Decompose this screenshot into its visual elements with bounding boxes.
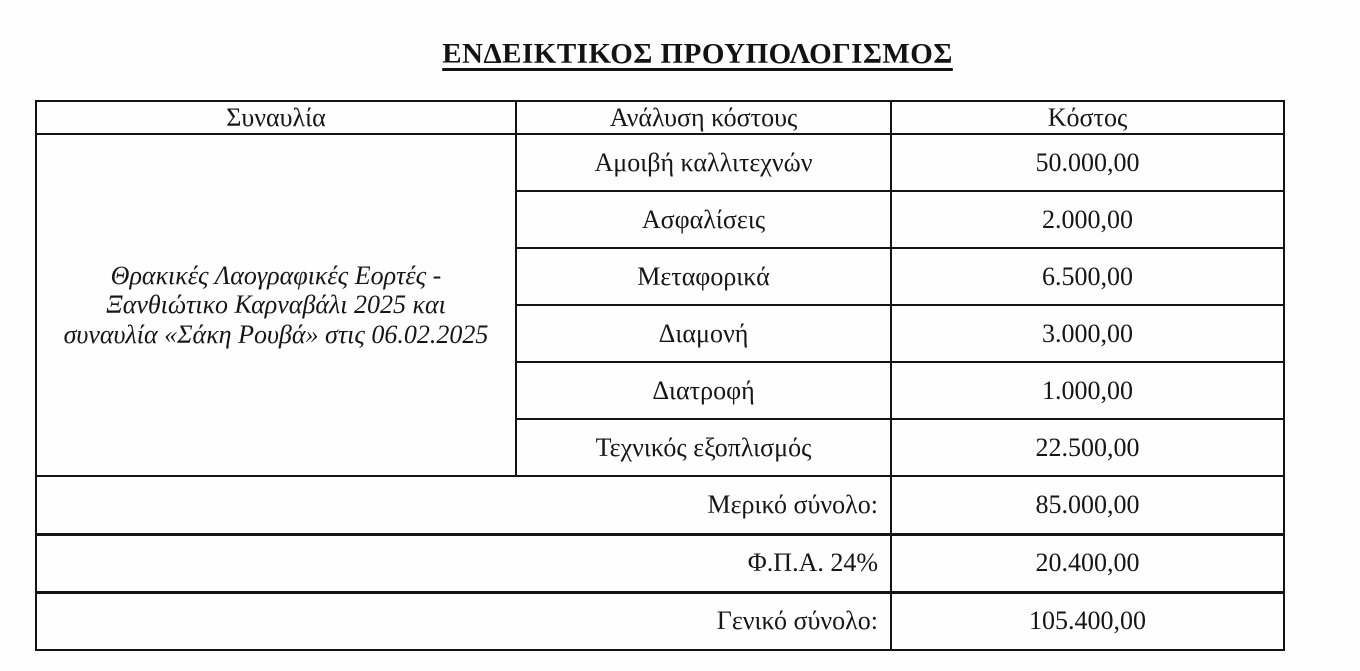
vat-row	[36, 534, 1284, 592]
budget-table	[35, 100, 1285, 651]
grand-total-value: 105.400,00	[891, 592, 1284, 650]
cost-value-insurance: 2.000,00	[891, 191, 1284, 248]
header-cost: Κόστος	[891, 101, 1284, 134]
table-row	[36, 134, 1284, 191]
cost-value-catering: 1.000,00	[891, 362, 1284, 419]
grand-total-label: Γενικό σύνολο:	[36, 592, 891, 650]
header-row	[36, 101, 1284, 134]
cost-item-insurance: Ασφαλίσεις	[516, 191, 891, 248]
subtotal-label: Μερικό σύνολο:	[36, 476, 891, 534]
concert-description: Θρακικές Λαογραφικές Εορτές - Ξανθιώτικο Καρναβάλι 2025 και συναυλία «Σάκη Ρουβά» στις 06.02.2025	[63, 261, 489, 349]
subtotal-value: 85.000,00	[891, 476, 1284, 534]
cost-value-accommodation: 3.000,00	[891, 305, 1284, 362]
vat-value: 20.400,00	[891, 534, 1284, 592]
cost-value-transport: 6.500,00	[891, 248, 1284, 305]
cost-item-transport: Μεταφορικά	[516, 248, 891, 305]
concert-description-cell	[36, 134, 516, 476]
header-concert: Συναυλία	[36, 101, 516, 134]
subtotal-row	[36, 476, 1284, 534]
page-title: ΕΝΔΕΙΚΤΙΚΟΣ ΠΡΟΥΠΟΛΟΓΙΣΜΟΣ	[442, 38, 953, 70]
vat-label: Φ.Π.Α. 24%	[36, 534, 891, 592]
header-cost-analysis: Ανάλυση κόστους	[516, 101, 891, 134]
cost-item-catering: Διατροφή	[516, 362, 891, 419]
cost-item-technical-equipment: Τεχνικός εξοπλισμός	[516, 419, 891, 476]
cost-item-accommodation: Διαμονή	[516, 305, 891, 362]
cost-value-technical-equipment: 22.500,00	[891, 419, 1284, 476]
cost-item-artist-fees: Αμοιβή καλλιτεχνών	[516, 134, 891, 191]
cost-value-artist-fees: 50.000,00	[891, 134, 1284, 191]
grand-total-row	[36, 592, 1284, 650]
